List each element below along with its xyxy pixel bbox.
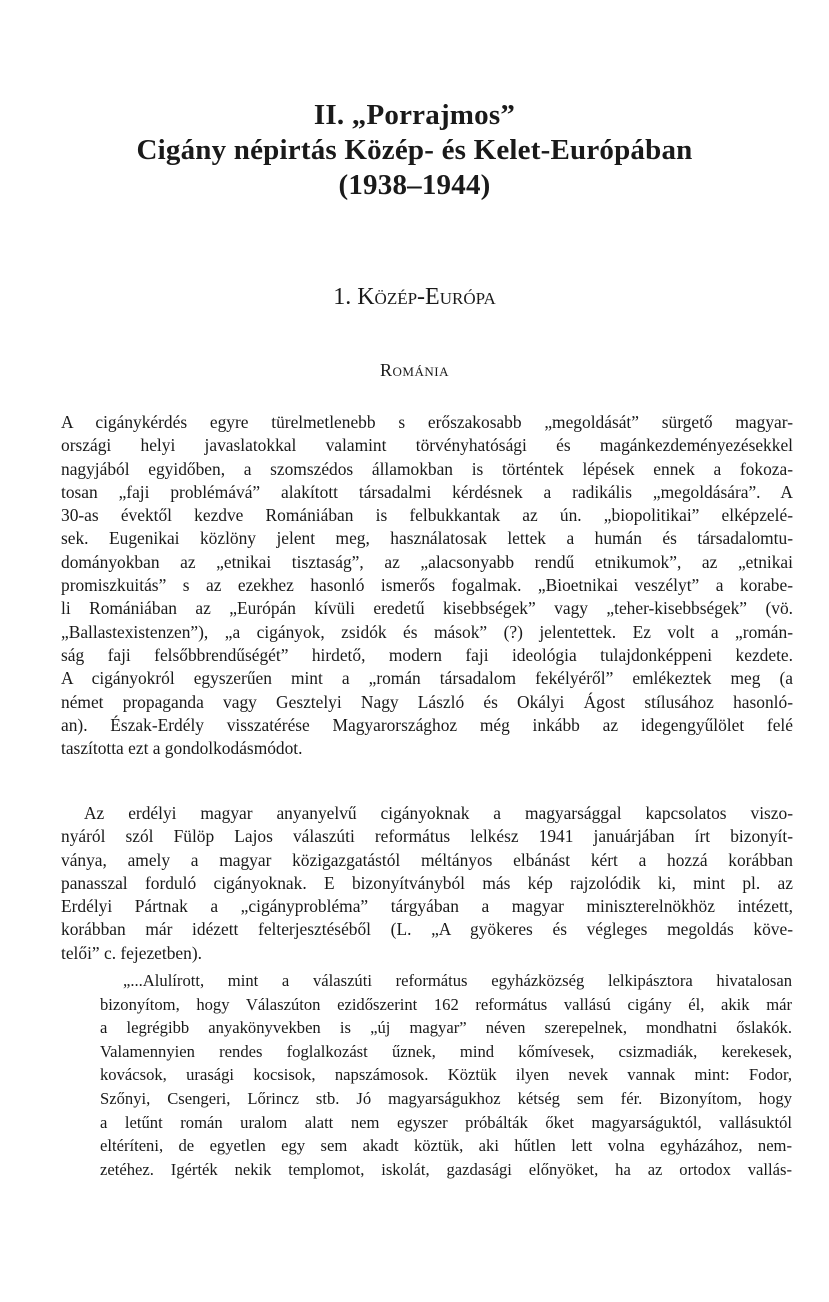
block-quote bbox=[100, 969, 792, 1181]
text-line: telői” c. fejezetben). bbox=[61, 942, 202, 963]
text-line: li Romániában az „Európán kívüli eredetű kisebbségek” vagy „teher-kisebbségek” (vö. bbox=[61, 598, 793, 619]
chapter-title-line-3: (1938–1944) bbox=[338, 169, 491, 201]
quote-line: „...Alulírott, mint a válaszúti református egyházközség lelkipásztora hivatalosan bbox=[123, 971, 792, 990]
paragraph-1 bbox=[61, 411, 793, 760]
quote-line: a letűnt román uralom alatt nem egyszer próbálták őket magyarságuktól, vallásuktól bbox=[100, 1112, 792, 1132]
chapter-title-line-1: II. „Porrajmos” bbox=[313, 99, 516, 131]
section-title: Közép-Európa bbox=[357, 284, 496, 310]
text-line: Erdélyi Pártnak a „cigányprobléma” tárgyában a magyar miniszterelnökhöz intézett, bbox=[61, 896, 793, 917]
text-line: ványa, amely a magyar közigazgatástól méltányos elbánást kért a hozzá korábban bbox=[61, 849, 793, 870]
text-line: tosan „faji problémává” alakított társadalmi kérdésnek a radikális „megoldására”. A bbox=[61, 481, 793, 502]
text-line: A cigányokról egyszerűen mint a „román társadalom fekélyéről” emlékeztek meg (a bbox=[61, 668, 793, 689]
subsection-heading: Románia bbox=[380, 360, 449, 380]
text-line: taszította ezt a gondolkodásmódot. bbox=[61, 738, 303, 759]
text-line: országi helyi javaslatokkal valamint törvényhatósági és magánkezdeményezésekkel bbox=[61, 435, 793, 456]
quote-line: a legrégibb anyakönyvekben is „új magyar” néven szerepelnek, mondhatni őslakók. bbox=[100, 1018, 792, 1038]
text-line: A cigánykérdés egyre türelmetlenebb s erőszakosabb „megoldását” sürgető magyar- bbox=[61, 412, 793, 432]
text-line: „Ballastexistenzen”), „a cigányok, zsidók és mások” (?) jelentettek. Ez volt a „román- bbox=[61, 621, 793, 642]
chapter-title bbox=[0, 98, 829, 203]
paragraph-2 bbox=[61, 802, 793, 965]
chapter-title-line-2: Cigány népirtás Közép- és Kelet-Európában bbox=[136, 134, 693, 166]
text-line: dományokban az „etnikai tisztaság”, az „alacsonyabb rendű etnikumok”, az „etnikai bbox=[61, 551, 793, 572]
section-number: 1. bbox=[333, 284, 358, 310]
text-line: nagyjából egyidőben, a szomszédos államokban is történtek lépések ennek a fokoza- bbox=[61, 458, 793, 479]
text-line: 30-as évektől kezdve Romániában is felbukkantak az ún. „biopolitikai” elképzelé- bbox=[61, 505, 793, 526]
text-line: ság faji felsőbbrendűségét” hirdető, modern faji ideológia tulajdonképpeni kezdete. bbox=[61, 644, 793, 665]
text-line: Az erdélyi magyar anyanyelvű cigányoknak a magyarsággal kapcsolatos viszo- bbox=[84, 803, 793, 823]
quote-line: bizonyítom, hogy Válaszúton ezidőszerint 162 református vallású cigány él, akik már bbox=[100, 994, 792, 1014]
text-line: nyáról szól Fülöp Lajos válaszúti református lelkész 1941 januárjában írt bizonyít- bbox=[61, 826, 793, 847]
text-line: sek. Eugenikai közlöny jelent meg, használatosak lettek a humán és társadalomtu- bbox=[61, 528, 793, 549]
text-line: panasszal forduló cigányoknak. E bizonyítványból más kép rajzolódik ki, mint pl. az bbox=[61, 872, 793, 893]
quote-line: eltéríteni, de egyetlen egy sem akadt köztük, aki hűtlen lett volna egyházához, nem- bbox=[100, 1136, 792, 1156]
text-line: an). Észak-Erdély visszatérése Magyarországhoz még inkább az idegengyűlölet felé bbox=[61, 714, 793, 735]
quote-line: Szőnyi, Csengeri, Lőrincz stb. Jó magyarságukhoz kétség sem fér. Bizonyítom, hogy bbox=[100, 1088, 792, 1108]
section-heading bbox=[0, 282, 829, 312]
text-line: korábban már idézett felterjesztéséből (L. „A gyökeres és végleges megoldás köve- bbox=[61, 919, 793, 940]
quote-line: Valamennyien rendes foglalkozást űznek, mind kőmívesek, csizmadiák, kerekesek, bbox=[100, 1041, 792, 1061]
quote-line: kovácsok, urasági kocsisok, napszámosok. Köztük ilyen nevek vannak mint: Fodor, bbox=[100, 1065, 792, 1085]
text-line: német propaganda vagy Gesztelyi Nagy László és Okályi Ágost stílusához hasonló- bbox=[61, 691, 793, 712]
text-line: promiszkuitás” s az ezekhez hasonló ismerős fogalmak. „Bioetnikai veszélyt” a korabe- bbox=[61, 575, 793, 596]
quote-line: zetéhez. Igérték nekik templomot, iskolát, gazdasági előnyöket, ha az ortodox vallás- bbox=[100, 1159, 792, 1179]
